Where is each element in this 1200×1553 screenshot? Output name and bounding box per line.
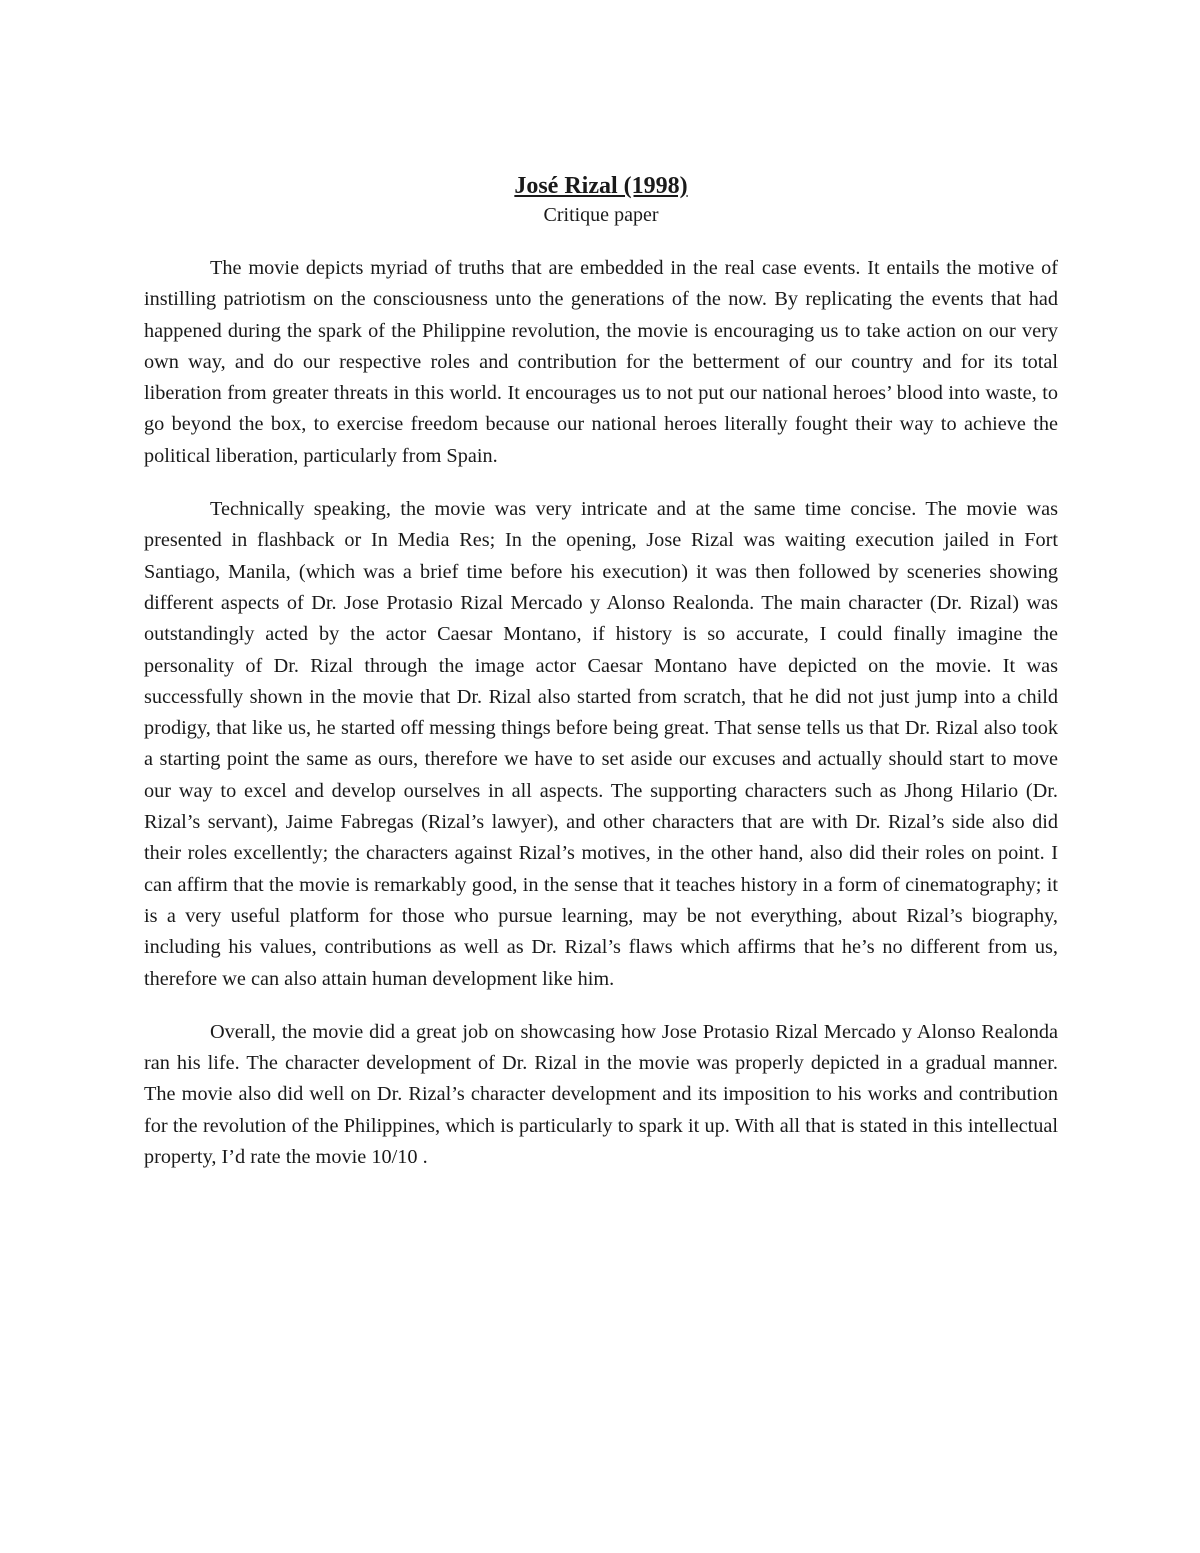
paragraph-technical: Technically speaking, the movie was very intricate and at the same time concise. The movie was presented in flashback or In Media Res; In the opening, Jose Rizal was waiting execution jailed in Fort Santiago, Manila, (which was a brief time before his execution) it was then followed by sceneries showing different aspects of Dr. Jose Protasio Rizal Mercado y Alonso Realonda. The main character (Dr. Rizal) was outstandingly acted by the actor Caesar Montano, if history is so accurate, I could finally imagine the personality of Dr. Rizal through the image actor Caesar Montano have depicted on the movie. It was successfully shown in the movie that Dr. Rizal also started from scratch, that he did not just jump into a child prodigy, that like us, he started off messing things before being great. That sense tells us that Dr. Rizal also took a starting point the same as ours, therefore we have to set aside our excuses and actually should start to move our way to excel and develop ourselves in all aspects. The supporting characters such as Jhong Hilario (Dr. Rizal’s servant), Jaime Fabregas (Rizal’s lawyer), and other characters that are with Dr. Rizal’s side also did their roles excellently; the characters against Rizal’s motives, in the other hand, also did their roles on point. I can affirm that the movie is remarkably good, in the sense that it teaches history in a form of cinematography; it is a very useful platform for those who pursue learning, may be not everything, about Rizal’s biography, including his values, contributions as well as Dr. Rizal’s flaws which affirms that he’s no different from us, therefore we can also attain human development like him. <box>144 498 1058 990</box>
document-title: José Rizal (1998) <box>514 173 688 199</box>
paragraph-intro: The movie depicts myriad of truths that are embedded in the real case events. It entails the motive of instilling patriotism on the consciousness unto the generations of the now. By replicating the events that had happened during the spark of the Philippine revolution, the movie is encouraging us to take action on our very own way, and do our respective roles and contribution for the betterment of our country and for its total liberation from greater threats in this world. It encourages us to not put our national heroes’ blood into waste, to go beyond the box, to exercise freedom because our national heroes literally fought their way to achieve the political liberation, particularly from Spain. <box>144 257 1058 467</box>
paragraph-overall: Overall, the movie did a great job on showcasing how Jose Protasio Rizal Mercado y Alonso Realonda ran his life. The character development of Dr. Rizal in the movie was properly depicted in a gradual manner. The movie also did well on Dr. Rizal’s character development and its imposition to his works and contribution for the revolution of the Philippines, which is particularly to spark it up. With all that is stated in this intellectual property, I’d rate the movie 10/10 . <box>144 1020 1058 1169</box>
document-body <box>144 170 1058 1195</box>
document-subtitle: Critique paper <box>543 204 659 226</box>
